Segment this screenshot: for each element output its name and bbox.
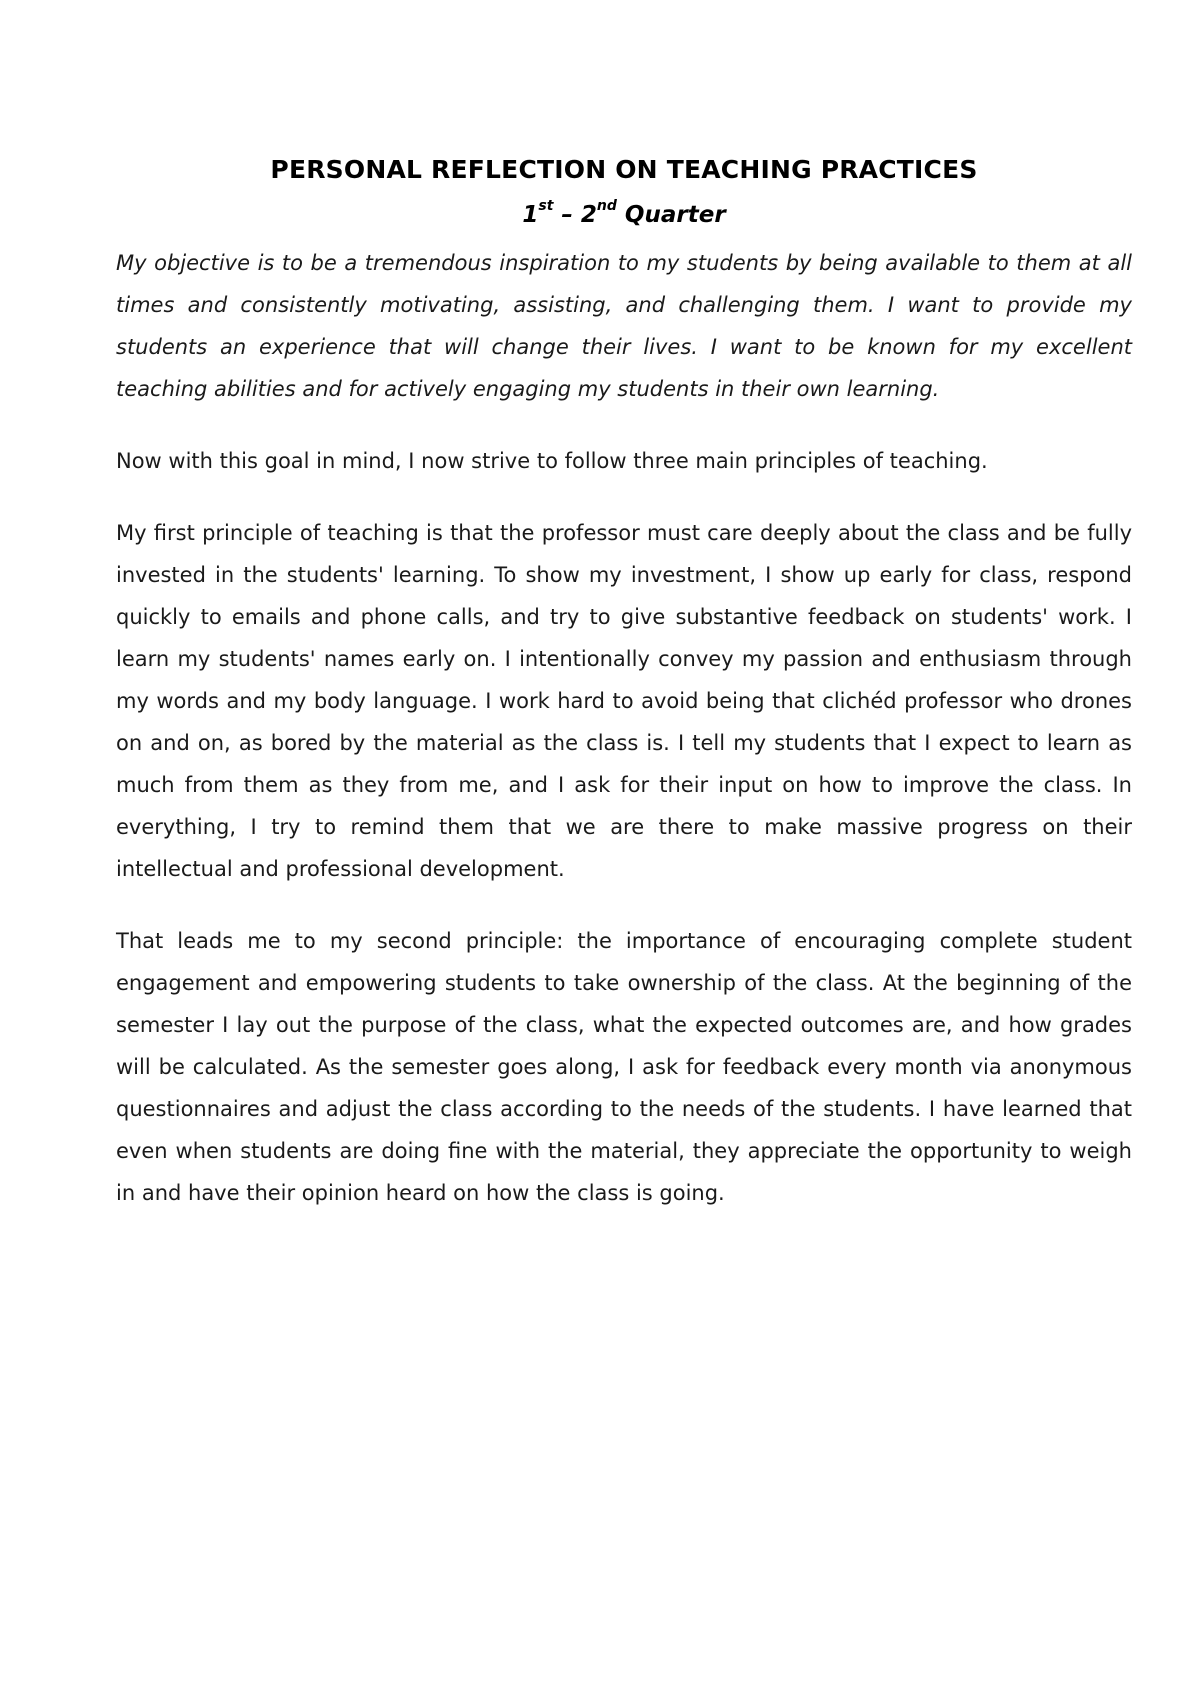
subtitle-first-suffix: st	[538, 198, 554, 215]
document-title: PERSONAL REFLECTION ON TEACHING PRACTICES	[270, 155, 978, 184]
second-principle-paragraph: That leads me to my second principle: the importance of encouraging complete student engagement and empowering students to take ownership of the class. At the beginning of the semester I lay out the purpose of the class, what the expected outcomes are, and how grades will be calculated. As the semester goes along, I ask for feedback every month via anonymous questionnaires and adjust the class according to the needs of the students. I have learned that even when students are doing fine with the material, they appreciate the opportunity to weigh in and have their opinion heard on how the class is going.	[116, 929, 1132, 1205]
first-principle-paragraph: My first principle of teaching is that the professor must care deeply about the class and be fully invested in the students' learning. To show my investment, I show up early for class, respond quickly to emails and phone calls, and try to give substantive feedback on students' work. I learn my students' names early on. I intentionally convey my passion and enthusiasm through my words and my body language. I work hard to avoid being that clichéd professor who drones on and on, as bored by the material as the class is. I tell my students that I expect to learn as much from them as they from me, and I ask for their input on how to improve the class. In everything, I try to remind them that we are there to make massive progress on their intellectual and professional development.	[116, 521, 1132, 881]
document-body	[116, 150, 1132, 1214]
objective-paragraph: My objective is to be a tremendous inspiration to my students by being available to them at all times and consistently motivating, assisting, and challenging them. I want to provide my students an experience that will change their lives. I want to be known for my excellent teaching abilities and for actively engaging my students in their own learning.	[116, 251, 1132, 401]
subtitle-dash: –	[553, 202, 581, 228]
subtitle-second-suffix: nd	[596, 198, 617, 215]
subtitle-second-number: 2	[580, 202, 597, 228]
goal-paragraph: Now with this goal in mind, I now strive to follow three main principles of teaching.	[116, 449, 988, 473]
subtitle-label: Quarter	[616, 202, 726, 228]
subtitle-first-number: 1	[522, 202, 539, 228]
document-subtitle	[116, 196, 1132, 234]
